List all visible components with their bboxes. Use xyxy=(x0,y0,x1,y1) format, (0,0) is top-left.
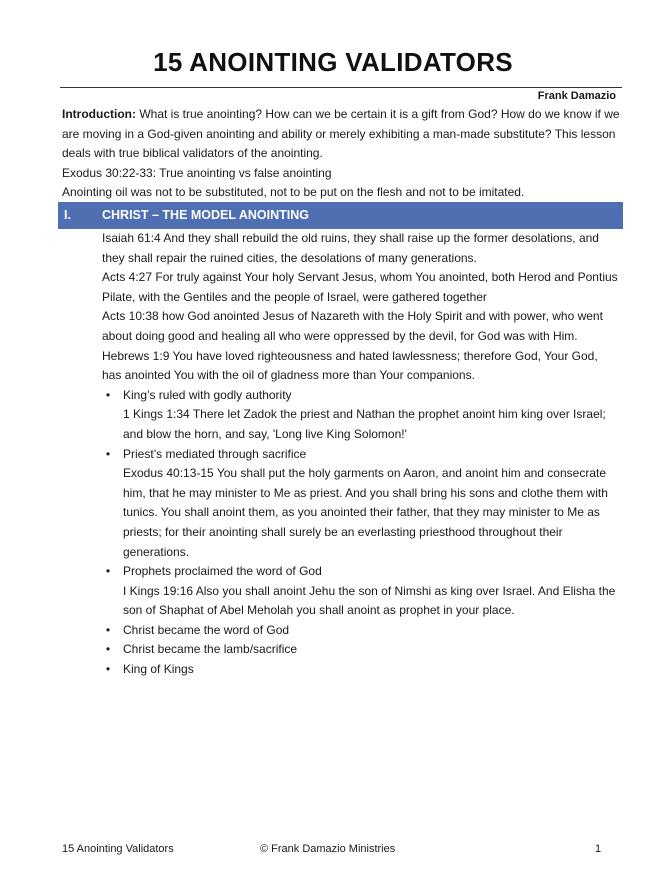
intro-text: What is true anointing? How can we be certain it is a gift from God? How do we know if we are moving in a God-given anointing and ability or merely exhibiting a man-made substitute? This lesson deals with true biblical validators of the anointing. xyxy=(62,107,620,161)
bullet-text: Exodus 40:13-15 You shall put the holy garments on Aaron, and anoint him and consecrate him, that he may minister to Me as priest. And you shall bring his sons and clothe them with tunics. You shall anoint them, as you anointed their father, that they may minister to Me as priests; for their anointing shall surely be an everlasting priesthood throughout their generations. xyxy=(123,466,608,559)
section-header-bar xyxy=(58,202,623,229)
list-item xyxy=(102,640,620,660)
bullet-title: Priest’s mediated through sacrifice xyxy=(123,446,307,461)
list-item xyxy=(102,660,620,680)
list-item xyxy=(102,562,620,621)
list-item xyxy=(102,445,620,563)
bullet-title: Christ became the lamb/sacrifice xyxy=(123,642,298,657)
bullet-title: Christ became the word of God xyxy=(123,622,290,637)
verse-paragraph: Isaiah 61:4 And they shall rebuild the old ruins, they shall raise up the former desolations, and they shall repair the ruined cities, the desolations of many generations. xyxy=(102,231,599,265)
section-number: I. xyxy=(64,208,71,222)
bullet-title: Prophets proclaimed the word of God xyxy=(123,564,322,579)
footer-copyright: © Frank Damazio Ministries xyxy=(260,843,396,855)
verse-paragraph: Acts 10:38 how God anointed Jesus of Nazareth with the Holy Spirit and with power, who went about doing good and healing all who were oppressed by the devil, for God was with Him. xyxy=(102,309,603,343)
section-heading: CHRIST – THE MODEL ANOINTING xyxy=(102,208,309,222)
bullet-title: King’s ruled with godly authority xyxy=(123,387,292,402)
page-number: 1 xyxy=(595,843,602,855)
intro-label: Introduction: xyxy=(62,107,136,121)
footer-title: 15 Anointing Validators xyxy=(62,843,174,855)
introduction xyxy=(62,105,622,203)
bullet-icon: • xyxy=(105,564,111,579)
bullet-icon: • xyxy=(105,642,111,657)
list-item xyxy=(102,621,620,641)
list-item xyxy=(102,386,620,445)
bullet-icon: • xyxy=(105,662,111,677)
intro-paragraph xyxy=(62,105,622,164)
bullet-text: I Kings 19:16 Also you shall anoint Jehu the son of Nimshi as king over Israel. And Elisha the son of Shaphat of Abel Meholah you shall anoint as prophet in your place. xyxy=(123,583,616,618)
page-title: 15 ANOINTING VALIDATORS xyxy=(153,47,513,77)
bullet-icon: • xyxy=(105,387,111,402)
bullet-title: King of Kings xyxy=(123,662,194,677)
intro-note: Anointing oil was not to be substituted, not to be put on the flesh and not to be imitated. xyxy=(62,185,525,200)
author-name: Frank Damazio xyxy=(537,90,616,102)
bullet-icon: • xyxy=(105,446,111,461)
intro-reference: Exodus 30:22-33: True anointing vs false anointing xyxy=(62,165,332,180)
bullet-text: 1 Kings 1:34 There let Zadok the priest and Nathan the prophet anoint him king over Israel; and blow the horn, and say, 'Long live King Solomon!' xyxy=(123,407,606,441)
section-body xyxy=(102,229,620,680)
verse-paragraph: Hebrews 1:9 You have loved righteousness and hated lawlessness; therefore God, Your God, has anointed You with the oil of gladness more than Your companions. xyxy=(102,348,598,383)
bullet-icon: • xyxy=(105,622,111,637)
bullet-list xyxy=(102,386,620,680)
verse-paragraph: Acts 4:27 For truly against Your holy Servant Jesus, whom You anointed, both Herod and Pontius Pilate, with the Gentiles and the people of Israel, were gathered together xyxy=(102,270,618,304)
